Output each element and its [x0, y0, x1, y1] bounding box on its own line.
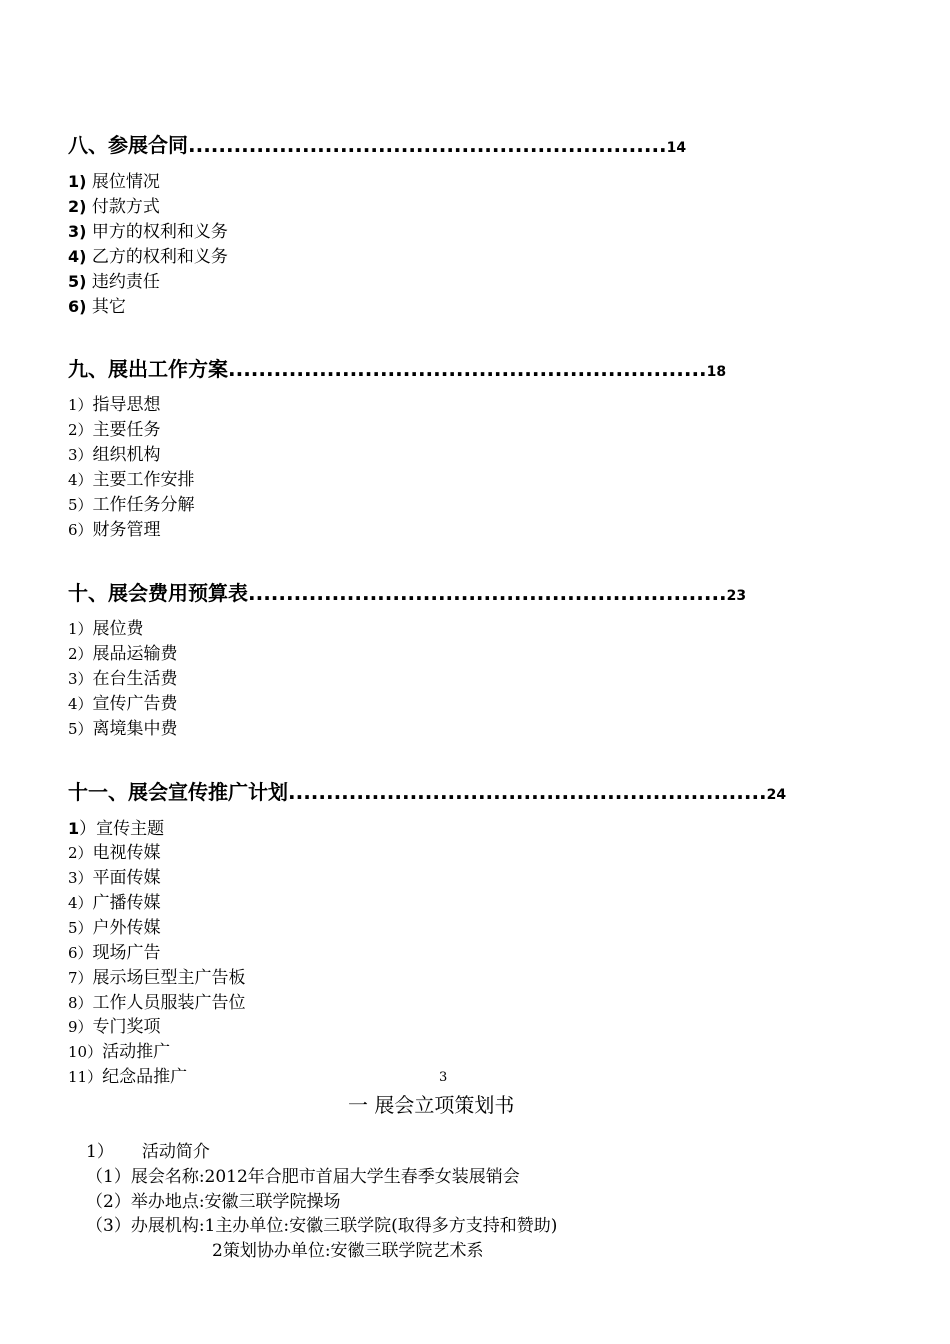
list-item	[68, 443, 161, 468]
list-item	[68, 418, 161, 443]
item-text: 指导思想	[92, 395, 161, 415]
list-item	[68, 269, 160, 295]
list-item	[68, 966, 246, 991]
item-num: 2）	[68, 645, 93, 663]
list-item	[68, 518, 161, 543]
item-text: 现场广告	[92, 943, 161, 963]
toc-dots: ...............................................................	[288, 780, 767, 804]
intro-heading-num: 1）	[86, 1142, 114, 1162]
list-item	[68, 816, 164, 842]
item-num: 4）	[68, 894, 93, 912]
toc-heading-text: 九、展出工作方案	[68, 357, 228, 381]
item-text: 活动推广	[102, 1042, 171, 1062]
list-item	[68, 642, 178, 667]
intro-heading-text: 活动简介	[141, 1142, 210, 1162]
item-text: ）宣传主题	[79, 819, 165, 839]
item-text: 广播传媒	[92, 893, 161, 913]
toc-page-number: 23	[726, 588, 747, 604]
item-num: 3）	[68, 670, 93, 688]
chapter-title: 一 展会立项策划书	[348, 1093, 515, 1117]
item-text: 主要任务	[92, 420, 161, 440]
item-text: 宣传广告费	[92, 694, 178, 714]
item-text: 展示场巨型主广告板	[92, 968, 246, 988]
list-item	[68, 667, 178, 692]
item-text: 展位费	[92, 619, 144, 639]
item-text: 组织机构	[92, 445, 161, 465]
list-item	[68, 941, 161, 966]
item-text: 纪念品推广	[102, 1067, 188, 1087]
item-num: 5）	[68, 919, 93, 937]
list-item	[68, 194, 160, 220]
toc-dots: ...............................................................	[248, 581, 727, 605]
toc-heading-text: 十一、展会宣传推广计划	[68, 780, 288, 804]
intro-line-co-organizer: 2策划协办单位:安徽三联学院艺术系	[212, 1241, 484, 1261]
item-num: 1	[68, 819, 80, 838]
item-num: 6）	[68, 944, 93, 962]
list-item	[68, 493, 195, 518]
toc-page-number: 24	[766, 787, 787, 803]
list-item	[68, 294, 126, 320]
toc-dots: ...............................................................	[188, 133, 667, 157]
item-text: 专门奖项	[92, 1017, 161, 1037]
item-text: 违约责任	[86, 272, 160, 292]
item-num: 9）	[68, 1018, 93, 1036]
list-item	[68, 891, 161, 916]
list-item	[68, 692, 178, 717]
item-num: 1）	[68, 396, 93, 414]
toc-heading-text: 十、展会费用预算表	[68, 581, 248, 605]
item-text: 工作任务分解	[92, 495, 195, 515]
intro-line-location: （2）举办地点:安徽三联学院操场	[86, 1192, 341, 1212]
item-num: 2）	[68, 421, 93, 439]
intro-heading	[86, 1140, 210, 1165]
item-text: 主要工作安排	[92, 470, 195, 490]
toc-heading-promotion	[68, 780, 786, 807]
item-text: 其它	[86, 297, 126, 317]
list-item	[68, 1040, 170, 1065]
list-item	[68, 866, 161, 891]
list-item	[68, 841, 161, 866]
item-num: 4）	[68, 695, 93, 713]
item-num: 6）	[68, 521, 93, 539]
item-num: 1）	[68, 620, 93, 638]
item-text: 在台生活费	[92, 669, 178, 689]
item-num: 4)	[68, 247, 87, 266]
item-text: 离境集中费	[92, 719, 178, 739]
item-num: 3）	[68, 446, 93, 464]
item-text: 乙方的权利和义务	[86, 247, 228, 267]
list-item	[68, 468, 195, 493]
item-num: 1)	[68, 172, 87, 191]
item-num: 3)	[68, 222, 87, 241]
item-text: 电视传媒	[92, 843, 161, 863]
toc-heading-contract	[68, 133, 686, 160]
item-text: 户外传媒	[92, 918, 161, 938]
item-text: 工作人员服装广告位	[92, 993, 246, 1013]
list-item	[68, 1065, 187, 1090]
item-num: 3）	[68, 869, 93, 887]
list-item	[68, 916, 161, 941]
list-item	[68, 244, 228, 270]
item-num: 8）	[68, 994, 93, 1012]
toc-page-number: 18	[706, 364, 727, 380]
item-num: 4）	[68, 471, 93, 489]
item-text: 展位情况	[86, 172, 160, 192]
toc-page-number: 14	[666, 140, 687, 156]
item-num: 5）	[68, 496, 93, 514]
intro-line-name: （1）展会名称:2012年合肥市首届大学生春季女装展销会	[86, 1167, 520, 1187]
list-item	[68, 169, 160, 195]
item-num: 10）	[68, 1043, 103, 1061]
toc-dots: ...............................................................	[228, 357, 707, 381]
item-num: 2)	[68, 197, 87, 216]
toc-heading-exhibition-plan	[68, 357, 726, 384]
list-item	[68, 717, 178, 742]
toc-heading-text: 八、参展合同	[68, 133, 188, 157]
list-item	[68, 393, 161, 418]
item-num: 6)	[68, 297, 87, 316]
item-num: 2）	[68, 844, 93, 862]
item-text: 付款方式	[86, 197, 160, 217]
list-item	[68, 219, 228, 245]
item-num: 11）	[68, 1068, 103, 1086]
list-item	[68, 991, 246, 1016]
list-item	[68, 617, 144, 642]
list-item	[68, 1015, 161, 1040]
page-number: 3	[439, 1070, 448, 1085]
item-text: 平面传媒	[92, 868, 161, 888]
item-num: 5)	[68, 272, 87, 291]
item-text: 展品运输费	[92, 644, 178, 664]
intro-line-organizer: （3）办展机构:1主办单位:安徽三联学院(取得多方支持和赞助)	[86, 1216, 558, 1236]
item-text: 甲方的权利和义务	[86, 222, 228, 242]
toc-heading-budget	[68, 581, 746, 608]
item-num: 7）	[68, 969, 93, 987]
item-text: 财务管理	[92, 520, 161, 540]
item-num: 5）	[68, 720, 93, 738]
